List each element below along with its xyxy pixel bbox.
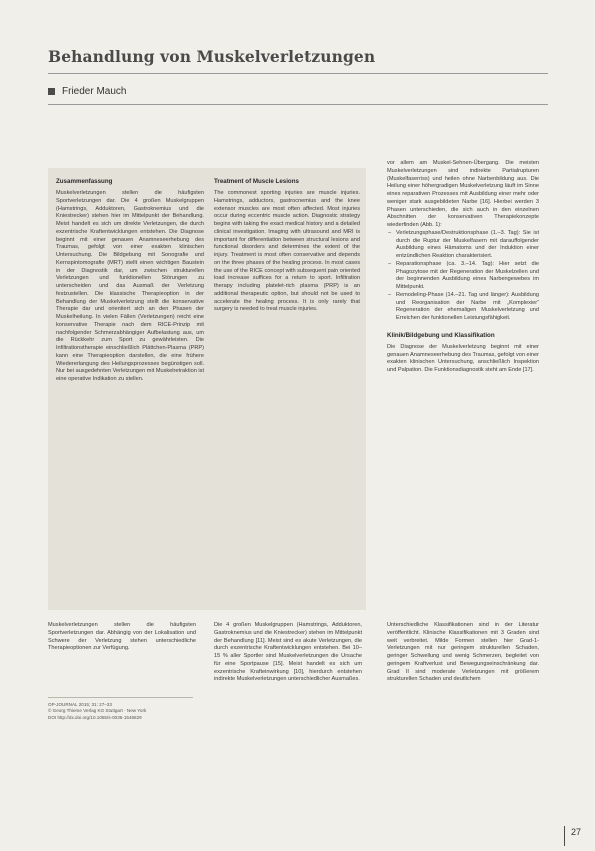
page-number-bar — [564, 826, 565, 846]
author-line — [48, 86, 126, 97]
summary-text: Muskelverletzungen stellen die häufigsten Sportverletzungen dar. Die 4 großen Muskelgruppen (Hamstrings, Adduktoren, Gastroknemius und die Kniestrecker) stehen hier im Mittelpunkt der Behandlung. Meist handelt es sich um direkte Verletzungen, die durch exzentrische Kraftentwicklungen entstehen. Die Diagnose beginnt mit einer genauen Anamneseerhebung des Traumas, gefolgt von einer exakten klinischen Untersuchung. Die Bildgebung mit Sonografie und Kernspintomografie (MRT) stellt einen wichtigen Baustein in der Diagnostik dar, um zwischen strukturellen Verletzungen und funktionellen Störungen zu unterscheiden und das Ausmaß der Verletzung festzustellen. Die klassische Therapieoption in der Behandlung der Muskelverletzung stellt die konservative Therapie dar und orientiert sich an den Phasen der Muskelheilung. In vielen Fällen (Verletzungen) reicht eine konservative Therapie nach dem RICE-Prinzip mit nachfolgender Schmerzabhängiger Aufbelastung aus, um die Rückkehr zum Sport zu gewährleisten. Die Infiltrationstherapie einschließlich Plättchen-Plasma (PRP) kann eine Therapieoption darstellen, die eine frühere Wiedererlangung des Heilungsprozesses begünstigen soll. Nur bei ausgedehnten Verletzungen mit Muskelretraktion ist eine operative Indikation zu stellen. — [56, 190, 205, 382]
column3-intro: vor allem am Muskel-Sehnen-Übergang. Die meisten Muskelverletzungen sind indirekte Partialrupturen (Muskelfaserriss) und heilen ohne Narbenbildung aus. Die Heilung einer höhergradigen Muskelverletzung läuft im Sinne eines reparativen Prozesses mit Ausbildung einer mehr oder weniger stark ausgebildeten Narbe [16]. Hierbei werden 3 Phasen unterschieden, die sich auch in den einzelnen Abschnitten der konservativen Therapiekonzepte wiederfinden (Abb. 1): — [387, 160, 539, 228]
summary-german — [56, 178, 204, 384]
section-heading: Klinik/Bildgebung und Klassifikation — [387, 331, 495, 339]
list-item: – Reparationsphase (ca. 3.–14. Tag): Hier setzt die Phagozytose mit der Regeneration der Muskelzellen und der beginnenden Ausbildung eines Narbengewebes im Mittelpunkt. — [396, 261, 539, 292]
journal-footer — [48, 702, 193, 721]
healing-phases-list — [387, 230, 539, 323]
column3-upper — [387, 160, 539, 375]
list-item: – Verletzungsphase/Destruktionsphase (1.–3. Tag): Sie ist durch die Ruptur der Muskelfasern mit darauffolgender Ausbildung eines Hämatoms und der Induktion einer entzündlichen Reaktion charakterisiert. — [396, 230, 539, 261]
summary-heading: Zusammenfassung — [56, 178, 113, 185]
doi-line: DOI http://dx.doi.org/10.1055/s-0035-1546829 — [48, 714, 142, 720]
abstract-english — [214, 178, 360, 314]
abstract-text: The commonest sporting injuries are muscle injuries. Hamstrings, adductors, gastrocnemius and the knee extensor muscles are most often affected. Most injuries occur during eccentric muscle action. Diagnostic strategy begins with taking the exact medical history and a detailed clinical investigation. Imaging with ultrasound and MRI is important for differentiation between structural lesions and functional disorders and determines the extent of the injury. Treatment is most often conservative and depends on the three phases of the healing process. In most cases the use of the RICE concept with subsequent pain oriented load increase suffices for a return to sport. Infiltration therapy including platelet-rich plasma (PRP) is an additional therapeutic option, but should not be used to accelerate the healing process. It is only rarely that surgery is needed to treat muscle injuries. — [214, 190, 360, 313]
section-paragraph: Die Diagnose der Muskelverletzung beginnt mit einer genauen Anamneseerhebung des Traumas, gefolgt von einer exakten klinischen Untersuchung, anschließlich Inspektion und Palpation. Die Funktionsdiagnostik steht am Ende [17]. — [387, 343, 539, 373]
publisher-line: © Georg Thieme Verlag KG Stuttgart · New York — [48, 708, 147, 714]
abstract-heading: Treatment of Muscle Lesions — [214, 178, 299, 185]
author-name: Frieder Mauch — [62, 86, 127, 97]
article-title: Behandlung von Muskelverletzungen — [48, 47, 376, 66]
page-number: 27 — [571, 827, 582, 837]
journal-citation: OP-JOURNAL 2015; 31: 27–33 — [48, 702, 112, 707]
column3-lower — [387, 622, 539, 684]
column3-lower-paragraph: Unterschiedliche Klassifikationen sind in der Literatur veröffentlicht. Klinische Klassifikationen mit 3 Graden sind weit verbreitet. Milde Formen stellen hier Grad-1-Verletzungen mit nur geringem strukturellen Schaden, geringer Schwellung und wenig Schmerzen, begleitet von geringem Kraftverlust und Bewegungseinschränkung dar. Grad II sind moderate Verletzungen mit größerem strukturellen Schaden und deutlichem — [387, 622, 539, 683]
column2-paragraph: Die 4 großen Muskelgruppen (Hamstrings, Adduktoren, Gastroknemius und die Kniestrecker) stehen im Mittelpunkt der Behandlung [11]. Meist sind es akute Verletzungen, die durch exzentrische Kraftentwicklungen entstehen. Bei 10–15 % aller Sportler sind Muskelverletzungen die Ursache für eine Sportpause [15]. Meist handelt es sich um exzentrische Krafteinwirkung [10], hierdurch entstehen indirekte Muskelverletzungen unterschiedlicher Ausmaßes. — [214, 622, 362, 683]
column2-lower — [214, 622, 362, 684]
square-bullet-icon — [48, 88, 55, 95]
title-rule-top — [48, 73, 548, 74]
title-rule-bottom — [48, 104, 548, 105]
list-item: – Remodeling-Phase (14.–21. Tag und länger): Ausbildung und Reorganisation der Narbe mit „Komplexier“ Regeneration der ehemaligen Muskelverletzung und Erreichen der funktionellen Leistungsfähigkeit. — [396, 292, 539, 323]
footer-divider — [48, 697, 193, 698]
intro-lower-text — [48, 622, 196, 653]
intro-paragraph: Muskelverletzungen stellen die häufigsten Sportverletzungen dar. Abhängig von der Lokalisation und Schwere der Verletzung stehen unterschiedliche Therapieoptionen zur Verfügung. — [48, 622, 196, 652]
